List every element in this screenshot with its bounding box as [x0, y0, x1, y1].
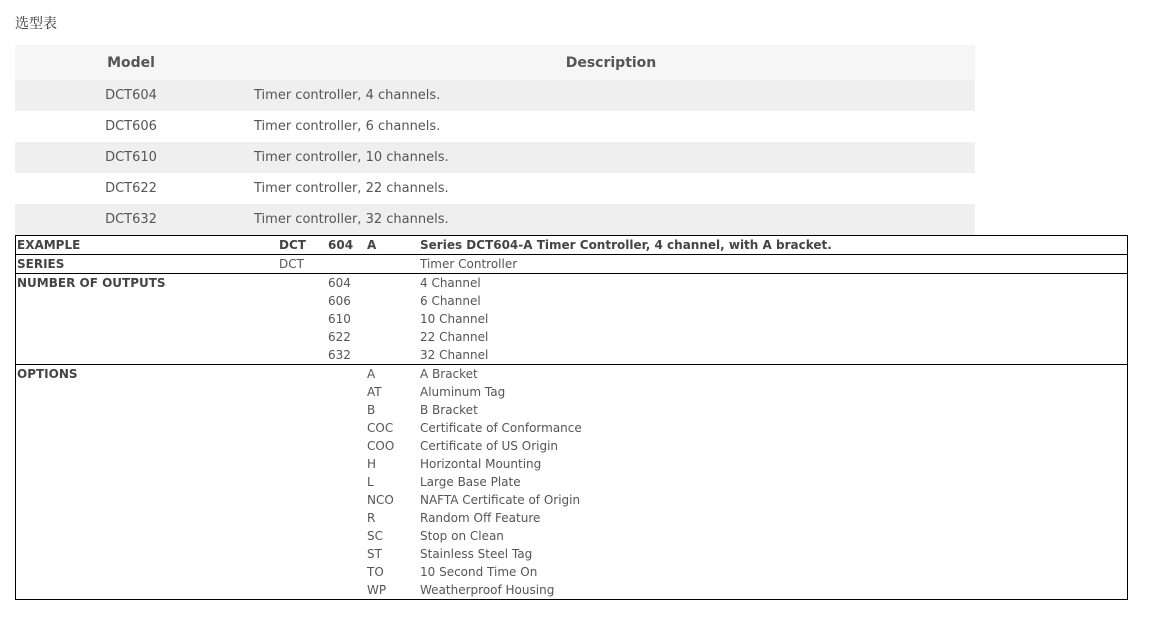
outputs-code-list — [328, 274, 367, 365]
table-row — [15, 204, 975, 235]
model-cell: DCT610 — [15, 142, 247, 173]
description-cell: Timer controller, 22 channels. — [247, 173, 975, 204]
series-label: SERIES — [16, 255, 280, 274]
option-code: TO — [367, 565, 384, 579]
option-code-list — [367, 365, 420, 600]
option-code: B — [367, 403, 376, 417]
option-description: 10 Second Time On — [420, 565, 538, 579]
output-code: 610 — [328, 312, 351, 326]
option-code: COC — [367, 421, 394, 435]
option-code: WP — [367, 583, 387, 597]
option-description-list — [420, 365, 1128, 600]
example-series: DCT — [279, 238, 306, 252]
option-description: Certificate of US Origin — [420, 439, 559, 453]
outputs-label: NUMBER OF OUTPUTS — [16, 274, 280, 365]
table-row — [15, 111, 975, 142]
option-description: Stainless Steel Tag — [420, 547, 533, 561]
options-label: OPTIONS — [16, 365, 280, 600]
output-description: 10 Channel — [420, 312, 489, 326]
output-code: 622 — [328, 330, 351, 344]
example-description: Series DCT604-A Timer Controller, 4 channel, with A bracket. — [420, 238, 832, 252]
option-code: H — [367, 457, 377, 471]
option-description: NAFTA Certificate of Origin — [420, 493, 581, 507]
model-column-header: Model — [15, 45, 247, 80]
option-code: ST — [367, 547, 382, 561]
option-code: SC — [367, 529, 383, 543]
output-description: 4 Channel — [420, 276, 481, 290]
option-description: Stop on Clean — [420, 529, 504, 543]
option-code: A — [367, 367, 376, 381]
ordering-code-table — [15, 235, 1128, 600]
table-row — [15, 142, 975, 173]
table-row — [15, 80, 975, 111]
model-cell: DCT632 — [15, 204, 247, 235]
option-description: A Bracket — [420, 367, 478, 381]
example-label: EXAMPLE — [17, 238, 81, 252]
option-code: COO — [367, 439, 395, 453]
option-description: B Bracket — [420, 403, 478, 417]
option-code: R — [367, 511, 376, 525]
output-code: 606 — [328, 294, 351, 308]
outputs-options-empty — [367, 274, 420, 365]
option-description: Horizontal Mounting — [420, 457, 542, 471]
option-code: NCO — [367, 493, 394, 507]
output-code: 604 — [328, 276, 351, 290]
output-description: 6 Channel — [420, 294, 481, 308]
description-cell: Timer controller, 32 channels. — [247, 204, 975, 235]
series-options-empty — [367, 255, 420, 274]
option-code: L — [367, 475, 374, 489]
option-description: Aluminum Tag — [420, 385, 506, 399]
series-description: Timer Controller — [420, 255, 1128, 274]
series-code: DCT — [279, 255, 328, 274]
model-cell: DCT622 — [15, 173, 247, 204]
model-cell: DCT604 — [15, 80, 247, 111]
outputs-series-empty — [279, 274, 328, 365]
table-row — [15, 173, 975, 204]
description-column-header: Description — [247, 45, 975, 80]
output-description: 22 Channel — [420, 330, 489, 344]
page-heading: 选型表 — [15, 16, 57, 32]
model-cell: DCT606 — [15, 111, 247, 142]
model-table-header-row — [15, 45, 975, 80]
output-code: 632 — [328, 348, 351, 362]
example-option: A — [367, 238, 377, 252]
option-description: Random Off Feature — [420, 511, 541, 525]
option-description: Certificate of Conformance — [420, 421, 582, 435]
outputs-description-list — [420, 274, 1128, 365]
model-table — [15, 45, 975, 235]
series-row — [16, 255, 1128, 274]
option-code: AT — [367, 385, 382, 399]
output-description: 32 Channel — [420, 348, 489, 362]
example-outputs: 604 — [328, 238, 354, 252]
option-description: Weatherproof Housing — [420, 583, 555, 597]
description-cell: Timer controller, 4 channels. — [247, 80, 975, 111]
description-cell: Timer controller, 10 channels. — [247, 142, 975, 173]
option-description: Large Base Plate — [420, 475, 521, 489]
options-series-empty — [279, 365, 328, 600]
series-outputs-empty — [328, 255, 367, 274]
outputs-row — [16, 274, 1128, 365]
description-cell: Timer controller, 6 channels. — [247, 111, 975, 142]
options-row — [16, 365, 1128, 600]
example-row — [16, 236, 1128, 255]
options-outputs-empty — [328, 365, 367, 600]
